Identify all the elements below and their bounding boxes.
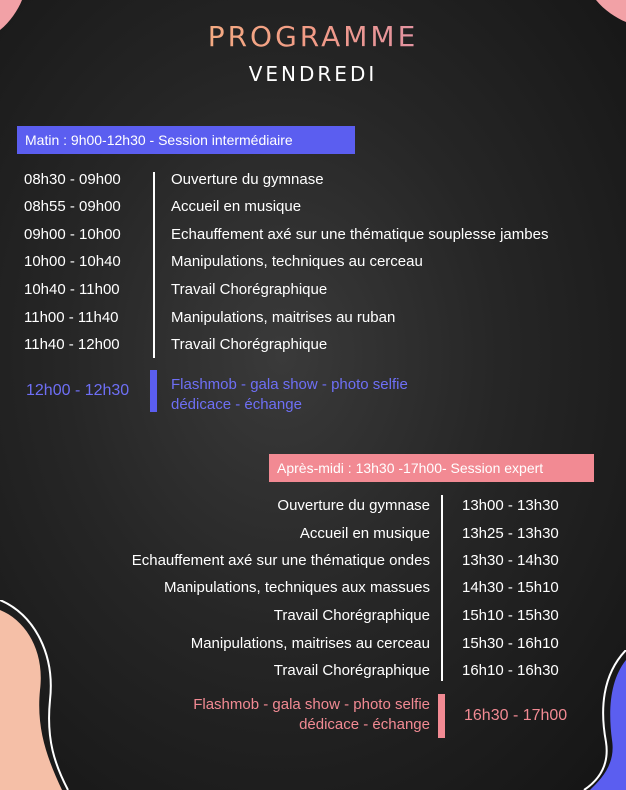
morning-time-3: 09h00 - 10h00 — [24, 226, 121, 243]
afternoon-flashmob-text — [193, 695, 430, 735]
morning-flashmob-line-2: dédicace - échange — [171, 396, 302, 413]
afternoon-activity-7: Travail Chorégraphique — [273, 662, 430, 679]
morning-flashmob-text — [171, 375, 408, 415]
morning-activity-1: Ouverture du gymnase — [171, 171, 324, 188]
afternoon-time-3: 13h30 - 14h30 — [462, 552, 559, 569]
afternoon-divider-line — [441, 495, 443, 681]
morning-activity-2: Accueil en musique — [171, 198, 302, 215]
morning-activity-5: Travail Chorégraphique — [171, 281, 328, 298]
afternoon-flashmob-time: 16h30 - 17h00 — [464, 707, 568, 724]
page-title: PROGRAMME — [0, 20, 626, 53]
morning-activity-4: Manipulations, techniques au cerceau — [171, 253, 423, 270]
afternoon-flashmob-line-1: Flashmob - gala show - photo selfie — [193, 696, 430, 713]
afternoon-time-6: 15h30 - 16h10 — [462, 635, 559, 652]
afternoon-time-7: 16h10 - 16h30 — [462, 662, 559, 679]
morning-flashmob-bar — [150, 370, 157, 412]
afternoon-time-1: 13h00 - 13h30 — [462, 497, 559, 514]
morning-time-7: 11h40 - 12h00 — [24, 336, 120, 353]
bottom-right-blob-decoration — [580, 650, 626, 790]
morning-time-2: 08h55 - 09h00 — [24, 198, 121, 215]
afternoon-header-title: Après-midi : 13h30 -17h00 — [277, 460, 442, 476]
morning-flashmob-line-1: Flashmob - gala show - photo selfie — [171, 376, 408, 393]
afternoon-activity-6: Manipulations, maitrises au cerceau — [190, 635, 430, 652]
morning-header-level: - Session intermédiaire — [145, 132, 293, 148]
afternoon-activity-1: Ouverture du gymnase — [277, 497, 430, 514]
afternoon-time-5: 15h10 - 15h30 — [462, 607, 559, 624]
page-subtitle: VENDREDI — [248, 62, 378, 86]
afternoon-time-4: 14h30 - 15h10 — [462, 579, 559, 596]
morning-time-1: 08h30 - 09h00 — [24, 171, 121, 188]
morning-time-5: 10h40 - 11h00 — [24, 281, 120, 298]
morning-header-title: Matin : 9h00-12h30 — [25, 132, 146, 148]
morning-time-4: 10h00 - 10h40 — [24, 253, 121, 270]
morning-activity-6: Manipulations, maitrises au ruban — [171, 309, 396, 326]
morning-activity-7: Travail Chorégraphique — [171, 336, 328, 353]
afternoon-activity-2: Accueil en musique — [299, 525, 430, 542]
afternoon-time-2: 13h25 - 13h30 — [462, 525, 559, 542]
afternoon-activity-3: Echauffement axé sur une thématique ondes — [131, 552, 430, 569]
bottom-left-blob-decoration — [0, 600, 70, 790]
afternoon-activity-5: Travail Chorégraphique — [273, 607, 430, 624]
morning-activity-3: Echauffement axé sur une thématique souplesse jambes — [171, 226, 549, 243]
afternoon-session-header — [269, 454, 594, 482]
afternoon-header-level: - Session expert — [442, 460, 544, 476]
morning-time-6: 11h00 - 11h40 — [24, 309, 119, 326]
afternoon-activity-4: Manipulations, techniques aux massues — [164, 579, 430, 596]
morning-session-header — [17, 126, 355, 154]
morning-flashmob-time: 12h00 - 12h30 — [26, 382, 130, 399]
morning-divider-line — [153, 172, 155, 358]
afternoon-flashmob-bar — [438, 694, 445, 738]
afternoon-flashmob-line-2: dédicace - échange — [299, 716, 430, 733]
